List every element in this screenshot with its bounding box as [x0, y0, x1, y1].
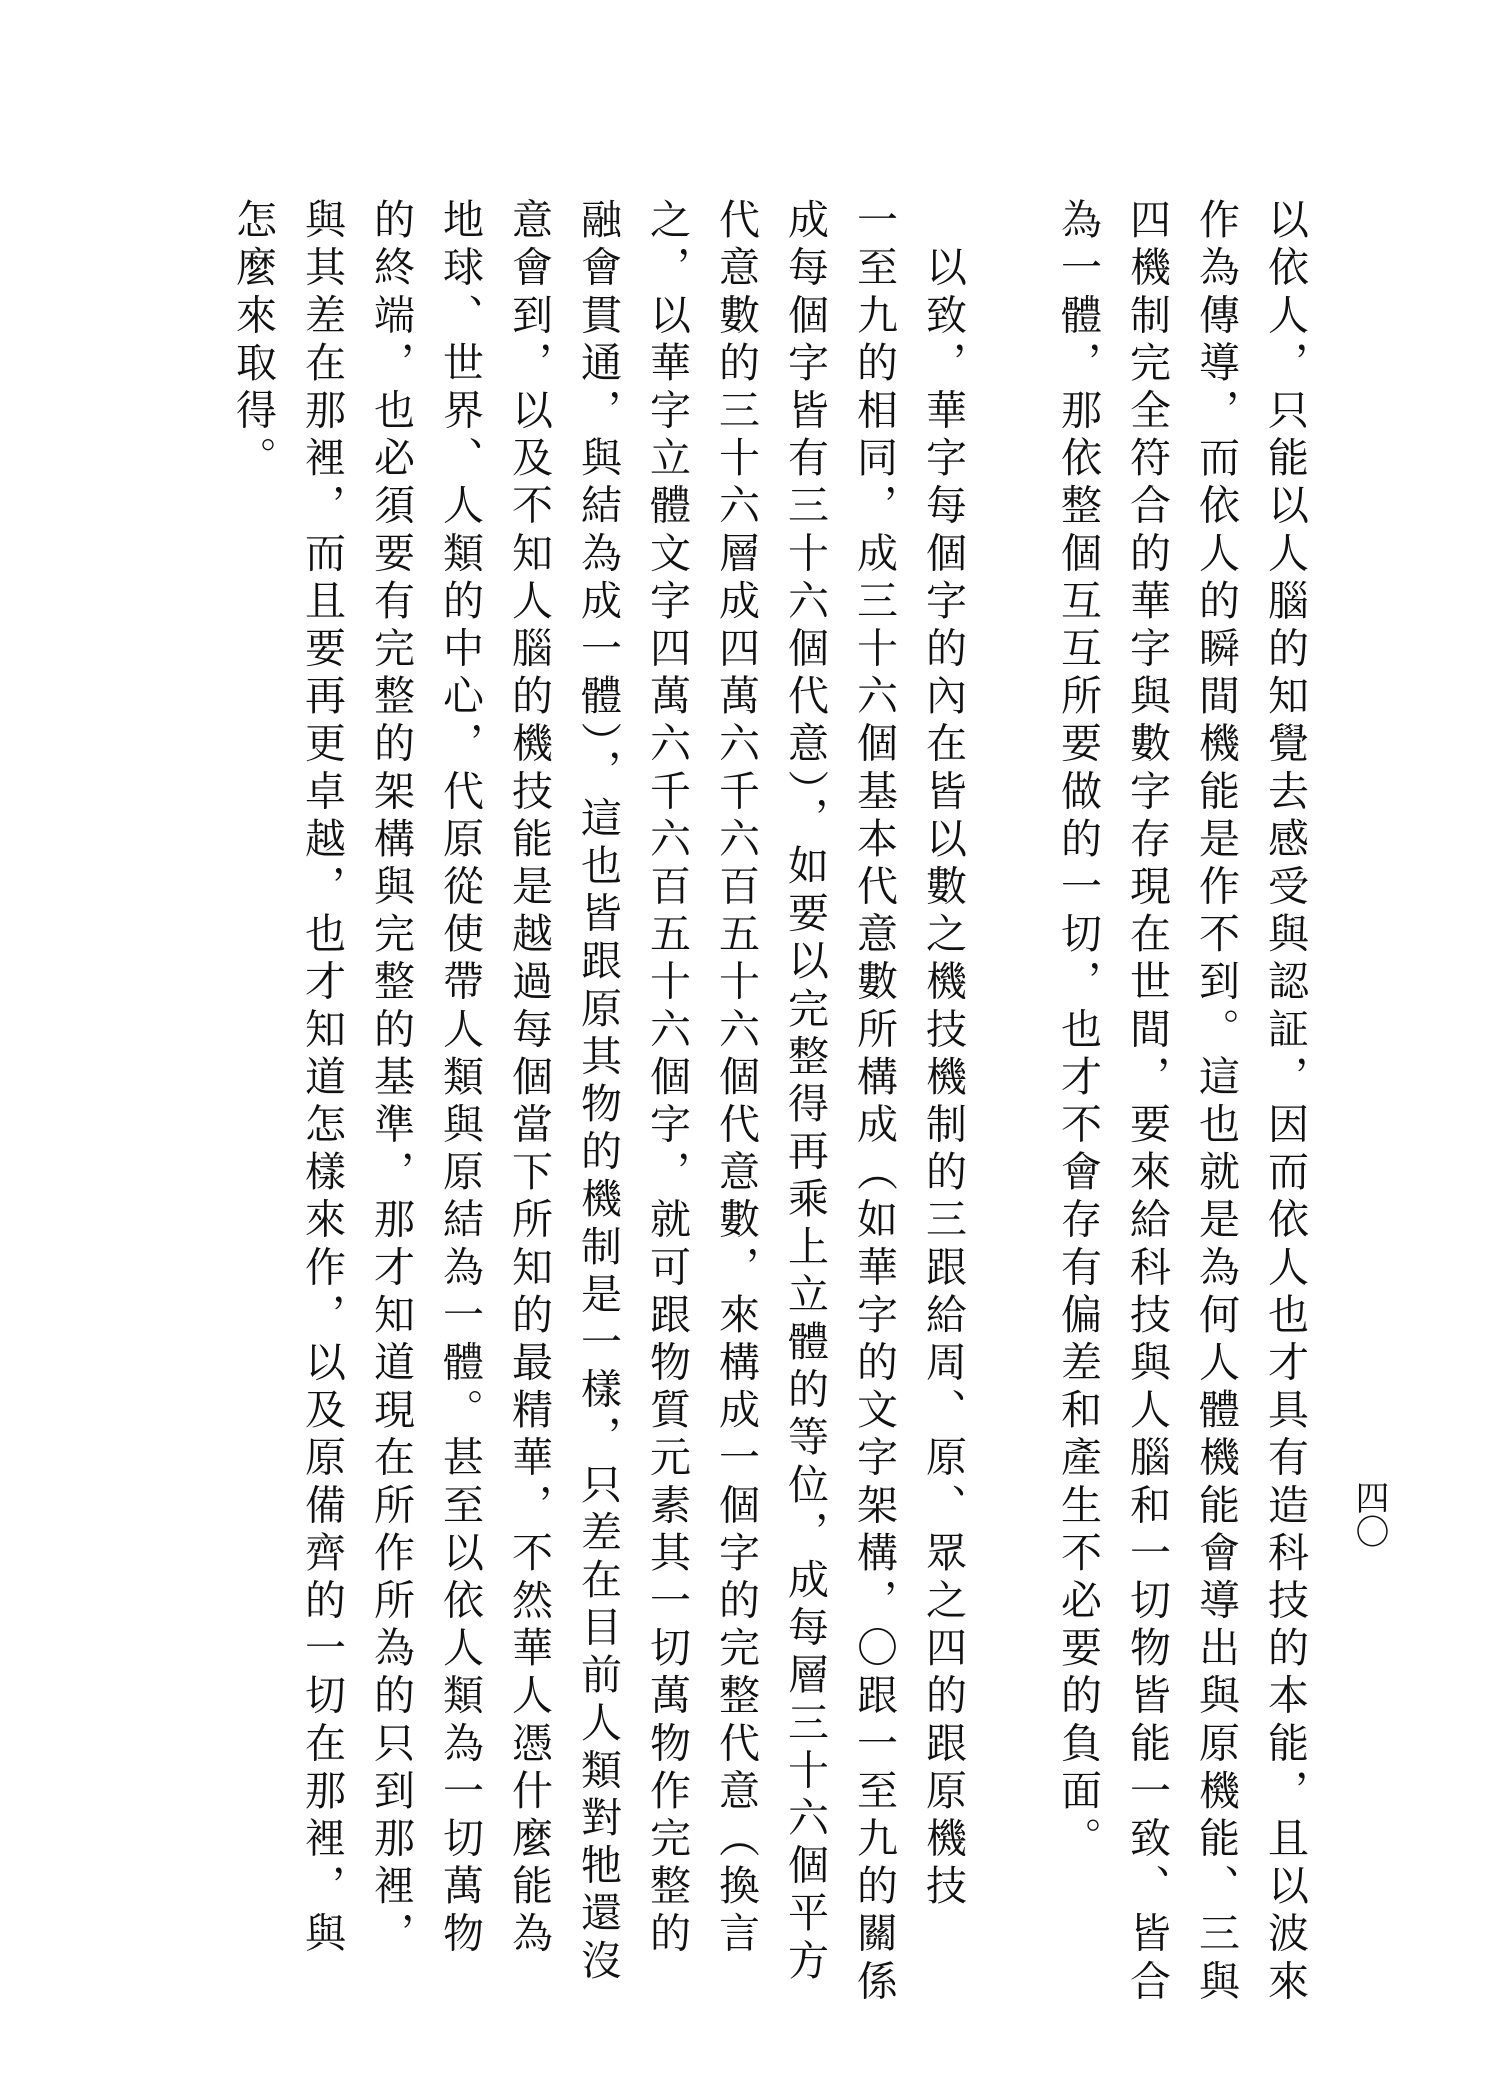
- text-column-14: 與其差在那裡，而且要再更卓越，也才知道怎樣來作，以及原備齊的一切在那裡，與: [298, 198, 346, 1960]
- text-column-15: 怎麼來取得。: [229, 198, 277, 484]
- text-column-9: 之，以華字立體文字四萬六千六百五十六個字，就可跟物質元素其一切萬物作完整的: [643, 198, 691, 1960]
- text-column-8: 代意數的三十六層成四萬六千六百五十六個代意數，來構成一個字的完整代意（換言: [712, 198, 760, 1960]
- text-column-6: 一至九的相同，成三十六個基本代意數所構成（如華字的文字架構，〇跟一至九的關係: [850, 198, 898, 2007]
- text-column-1: 以依人，只能以人腦的知覺去感受與認証，因而依人也才具有造科技的本能，且以波來: [1261, 198, 1309, 2007]
- text-column-2: 作為傳導，而依人的瞬間機能是作不到。這也就是為何人體機能會導出與原機能、三與: [1192, 198, 1240, 2007]
- text-column-11: 意會到，以及不知人腦的機技能是越過每個當下所知的最精華，不然華人憑什麼能為: [505, 198, 553, 1960]
- text-column-5: 以致，華字每個字的內在皆以數之機技機制的三跟給周、原、眾之四的跟原機技: [919, 198, 967, 1912]
- page-number: 四〇: [1349, 1480, 1389, 1548]
- text-column-3: 四機制完全符合的華字與數字存現在世間，要來給科技與人腦和一切物皆能一致、皆合: [1123, 198, 1171, 2007]
- text-column-13: 的終端，也必須要有完整的架構與完整的基準，那才知道現在所作所為的只到那裡，: [367, 198, 415, 1960]
- text-column-12: 地球、世界、人類的中心，代原從使帶人類與原結為一體。甚至以依人類為一切萬物: [436, 198, 484, 1960]
- text-column-7: 成每個字皆有三十六個代意），如要以完整得再乘上立體的等位，成每層三十六個平方: [781, 198, 829, 1987]
- text-column-10: 融會貫通，與結為成一體），這也皆跟原其物的機制是一樣，只差在目前人類對牠還沒: [574, 198, 622, 1987]
- text-column-4: 為一體，那依整個互互所要做的一切，也才不會存有偏差和產生不必要的負面。: [1054, 198, 1102, 1864]
